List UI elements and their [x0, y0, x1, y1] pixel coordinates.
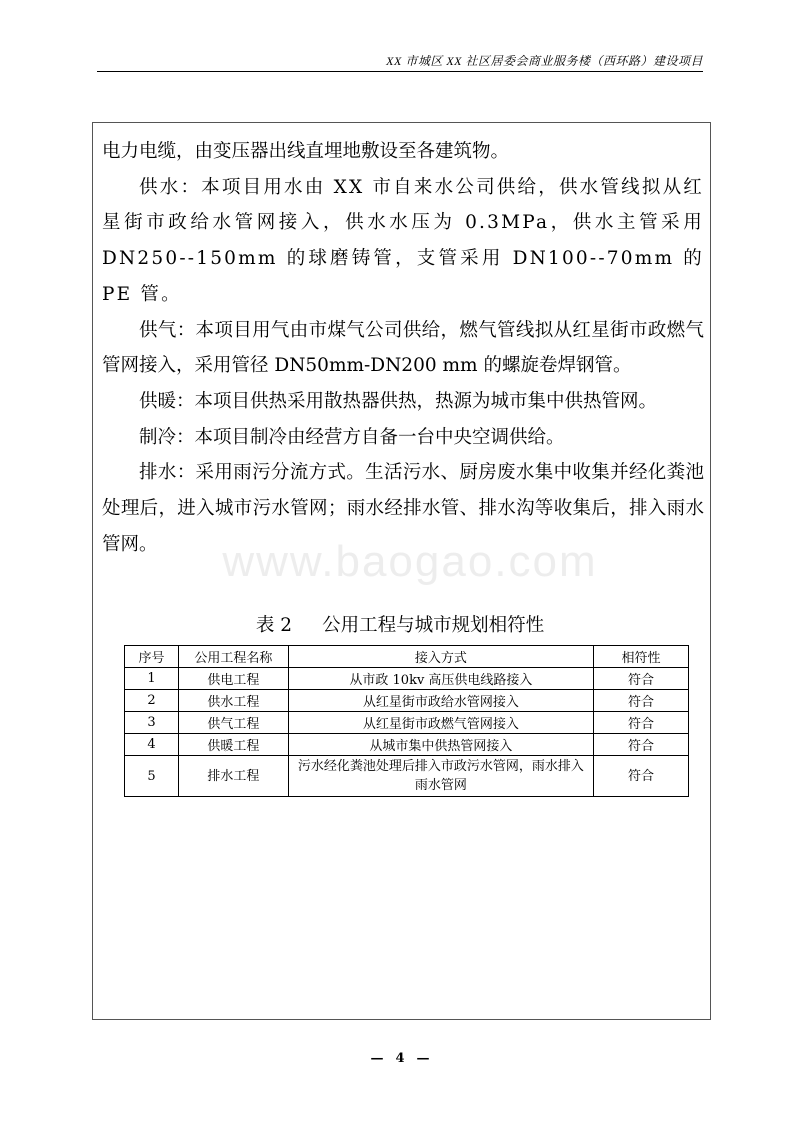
paragraph-gas-supply: 供气：本项目用气由市煤气公司供给，燃气管线拟从红星街市政燃气管网接入，采用管径 DN50mm-DN200 mm 的螺旋卷焊钢管。 [102, 319, 704, 377]
running-header: XX 市城区 XX 社区居委会商业服务楼（西环路）建设项目 [386, 54, 703, 68]
cell-connection-method: 从红星街市政给水管网接入 [288, 690, 593, 712]
page-number: 4 [395, 1051, 405, 1066]
cell-connection-method: 污水经化粪池处理后排入市政污水管网，雨水排入雨水管网 [288, 756, 593, 797]
cell-conformity: 符合 [594, 668, 689, 690]
header-cell-index: 序号 [125, 646, 179, 668]
cell-connection-method: 从红星街市政燃气管网接入 [288, 712, 593, 734]
cell-utility-name: 供电工程 [178, 668, 288, 690]
table-row [125, 690, 689, 712]
cell-conformity: 符合 [594, 734, 689, 756]
cell-conformity: 符合 [594, 712, 689, 734]
cell-index: 2 [125, 690, 179, 712]
header-rule [97, 71, 703, 72]
table-row [125, 734, 689, 756]
utilities-conformity-table [124, 645, 689, 797]
paragraph-cooling: 制冷：本项目制冷由经营方自备一台中央空调供给。 [139, 426, 565, 448]
cell-utility-name: 供水工程 [178, 690, 288, 712]
header-cell-utility-name: 公用工程名称 [178, 646, 288, 668]
cell-utility-name: 供暖工程 [178, 734, 288, 756]
cell-conformity: 符合 [594, 690, 689, 712]
table-caption [0, 611, 800, 637]
table-header-row [125, 646, 689, 668]
paragraph-power-cable: 电力电缆，由变压器出线直埋地敷设至各建筑物。 [102, 141, 510, 162]
table-row [125, 756, 689, 797]
paragraph-drainage: 排水：采用雨污分流方式。生活污水、厨房废水集中收集并经化粪池处理后，进入城市污水管网；雨水经排水管、排水沟等收集后，排入雨水管网。 [102, 462, 704, 555]
cell-connection-method: 从市政 10kv 高压供电线路接入 [288, 668, 593, 690]
header-cell-connection-method: 接入方式 [288, 646, 593, 668]
cell-index: 1 [125, 668, 179, 690]
watermark: www.baogao.com [222, 537, 598, 586]
cell-index: 4 [125, 734, 179, 756]
paragraph-water-supply: 供水：本项目用水由 XX 市自来水公司供给，供水管线拟从红星街市政给水管网接入，供水水压为 0.3MPa，供水主管采用 DN250--150mm 的球磨铸管，支管采用 DN100--70mm 的 PE 管。 [102, 176, 704, 305]
cell-index: 5 [125, 756, 179, 797]
footer-dash-right: — [416, 1051, 430, 1066]
cell-conformity: 符合 [594, 756, 689, 797]
table-row [125, 712, 689, 734]
cell-utility-name: 供气工程 [178, 712, 288, 734]
table-caption-number: 表 2 [255, 615, 293, 636]
table-caption-title: 公用工程与城市规划相符性 [322, 615, 545, 636]
cell-index: 3 [125, 712, 179, 734]
header-cell-conformity: 相符性 [594, 646, 689, 668]
footer-dash-left: — [370, 1051, 384, 1066]
cell-connection-method: 从城市集中供热管网接入 [288, 734, 593, 756]
paragraph-heating: 供暖：本项目供热采用散热器供热，热源为城市集中供热管网。 [139, 390, 658, 412]
table-row [125, 668, 689, 690]
body-text [102, 134, 704, 562]
page-footer [0, 1051, 800, 1066]
cell-utility-name: 排水工程 [178, 756, 288, 797]
